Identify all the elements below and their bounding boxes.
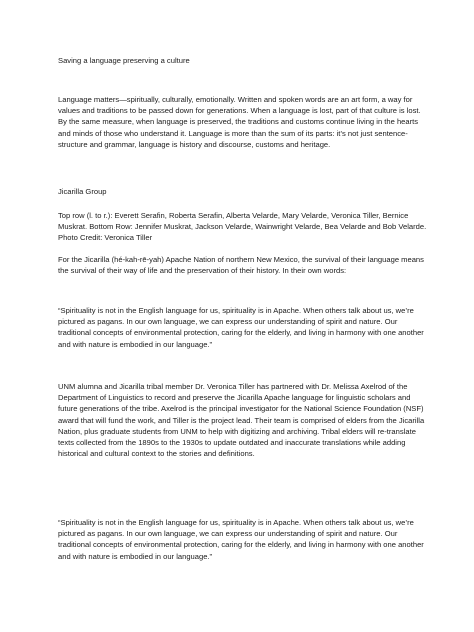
quote-paragraph-1: “Spirituality is not in the English language for us, spirituality is in Apache. When others talk about us, we’re pictured as pagans. In our own language, we can express our understanding of spirit and nature. Our traditional concepts of environmental protection, caring for the elderly, and living in harmony with one another and with nature is embodied in our language.” xyxy=(58,306,424,349)
quote-paragraph-2: “Spirituality is not in the English language for us, spirituality is in Apache. When others talk about us, we’re pictured as pagans. In our own language, we can express our understanding of spirit and nature. Our traditional concepts of environmental protection, caring for the elderly, and living in harmony with one another and with nature is embodied in our language.” xyxy=(58,518,424,561)
intro-paragraph: Language matters—spiritually, culturally, emotionally. Written and spoken words are an art form, a way for values and traditions to be passed down for generations. When a language is lost, part of that culture is lost. By the same measure, when language is preserved, the traditions and customs continue living in the hearts and minds of those who understand it. Language is more than the sum of its parts: it’s not just sentence-structure and grammar, language is history and discourse, customs and heritage. xyxy=(58,95,421,149)
project-paragraph: UNM alumna and Jicarilla tribal member Dr. Veronica Tiller has partnered with Dr. Melissa Axelrod of the Department of Linguistics to record and preserve the Jicarilla Apache language for linguistic scholars and future generations of the tribe. Axelrod is the principal investigator for the National Science Foundation (NSF) award that will fund the work, and Tiller is the project lead. Their team is comprised of elders from the Jicarilla Nation, plus graduate students from UNM to help with digitizing and archiving. Tribal elders will re-translate texts collected from the 1890s to the 1930s to update outdated and inaccurate translations while adding historical and cultural context to the stories and definitions. xyxy=(58,382,425,459)
document-title: Saving a language preserving a culture xyxy=(58,56,190,65)
context-paragraph: For the Jicarilla (hé-kah-rē-yah) Apache Nation of northern New Mexico, the survival of their language means the survival of their way of life and the preservation of their history. In their own words: xyxy=(58,255,424,276)
photo-caption: Top row (l. to r.): Everett Serafin, Roberta Serafin, Alberta Velarde, Mary Velarde, Veronica Tiller, Bernice Muskrat. Bottom Row: Jennifer Muskrat, Jackson Velarde, Wainwright Velarde, Bea Velarde and Bob Velarde. Photo Credit: Veronica Tiller xyxy=(58,211,427,243)
photo-heading: Jicarilla Group xyxy=(58,187,107,196)
